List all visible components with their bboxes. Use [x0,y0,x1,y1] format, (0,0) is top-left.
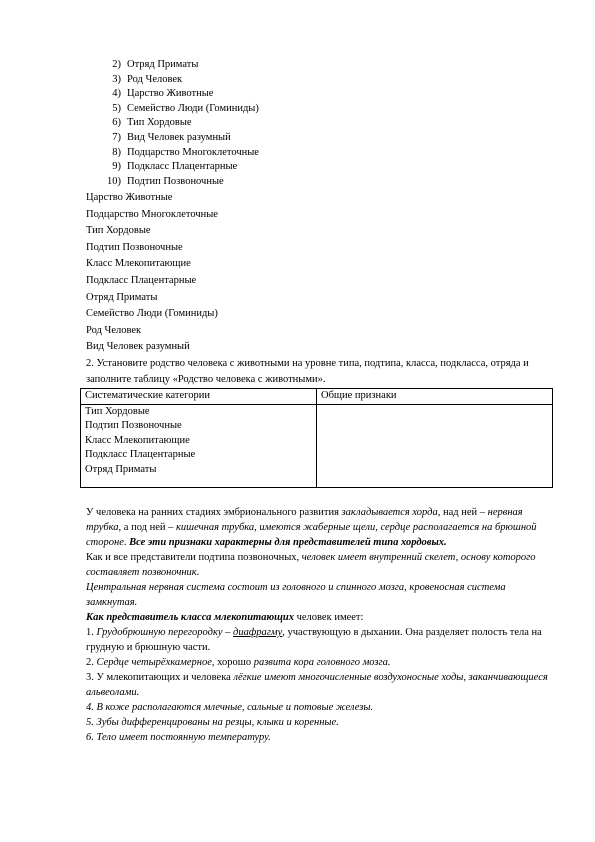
list-item: 3) Род Человек [112,73,183,85]
list-item: 6) Тип Хордовые [112,117,192,129]
list-item: 7) Вид Человек разумный [112,131,231,143]
list-item: Отряд Приматы [86,291,158,303]
list-item: Подкласс Плацентарные [86,274,197,286]
category-item: Подтип Позвоночные [85,420,182,431]
paragraph: 1. Грудобрюшную перегородку – диафрагму, участвующую в дыхании. Она разделяет полость тела на грудную и брюшную части. [86,627,542,653]
category-item: Подкласс Плацентарные [85,449,196,460]
table-header-categories: Систематические категории [81,389,317,405]
explanation-text [86,505,556,745]
list-item: Род Человек [86,324,142,336]
list-item: 8) Подцарство Многоклеточные [112,146,259,158]
paragraph: Как представитель класса млекопитающих человек имеет: [86,612,364,623]
category-item: Отряд Приматы [85,463,157,475]
ordered-taxa-list [86,190,218,356]
list-item: Тип Хордовые [86,225,151,237]
task-text: 2. Установите родство человека с животными на уровне типа, подтипа, класса, подкласса, отряда и заполните таблицу «Родство человека с животными». [86,358,529,385]
table-cell-categories [81,404,317,488]
list-item: Вид Человек разумный [86,341,190,353]
list-item: 5) Семейство Люди (Гоминиды) [112,102,259,114]
table-row [81,404,553,488]
paragraph: 5. Зубы дифференцированы на резцы, клыки и коренные. [86,717,339,728]
list-item: Подтип Позвоночные [86,241,183,253]
paragraph: Центральная нервная система состоит из головного и спинного мозга, кровеносная система замкнутая. [86,582,506,608]
list-item: Семейство Люди (Гоминиды) [86,308,218,320]
list-item: Подцарство Многоклеточные [86,208,218,220]
table-header-features: Общие признаки [317,389,553,405]
table-header-row [81,389,553,405]
list-item: Царство Животные [86,192,173,203]
list-item: 9) Подкласс Плацентарные [112,161,238,173]
list-item: 4) Царство Животные [112,88,214,100]
list-item: 2) Отряд Приматы [112,59,199,70]
paragraph: 4. В коже располагаются млечные, сальные и потовые железы. [86,702,374,713]
category-item: Класс Млекопитающие [85,434,190,446]
paragraph: Как и все представители подтипа позвоночных, человек имеет внутренний скелет, основу которого составляет позвоночник. [86,552,536,578]
list-item: 10) Подтип Позвоночные [107,175,224,187]
numbered-taxa-list [105,58,259,189]
table-cell-features [317,404,553,488]
paragraph: 6. Тело имеет постоянную температуру. [86,732,271,743]
list-item: Класс Млекопитающие [86,258,191,270]
paragraph: 3. У млекопитающих и человека лёгкие имеют многочисленные воздухоносные ходы, заканчивающиеся альвеолами. [86,672,548,698]
kinship-table [80,388,553,488]
paragraph: У человека на ранних стадиях эмбрионального развития закладывается хорда, над ней – нервная трубка, а под ней – кишечная трубка, имеются жаберные щели, сердце располагается на брюшной стороне. Все эти признаки характерны для представителей типа хордовых. [86,507,537,548]
category-item: Тип Хордовые [85,405,150,417]
paragraph: 2. Сердце четырёхкамерное, хорошо развита кора головного мозга. [86,657,391,668]
